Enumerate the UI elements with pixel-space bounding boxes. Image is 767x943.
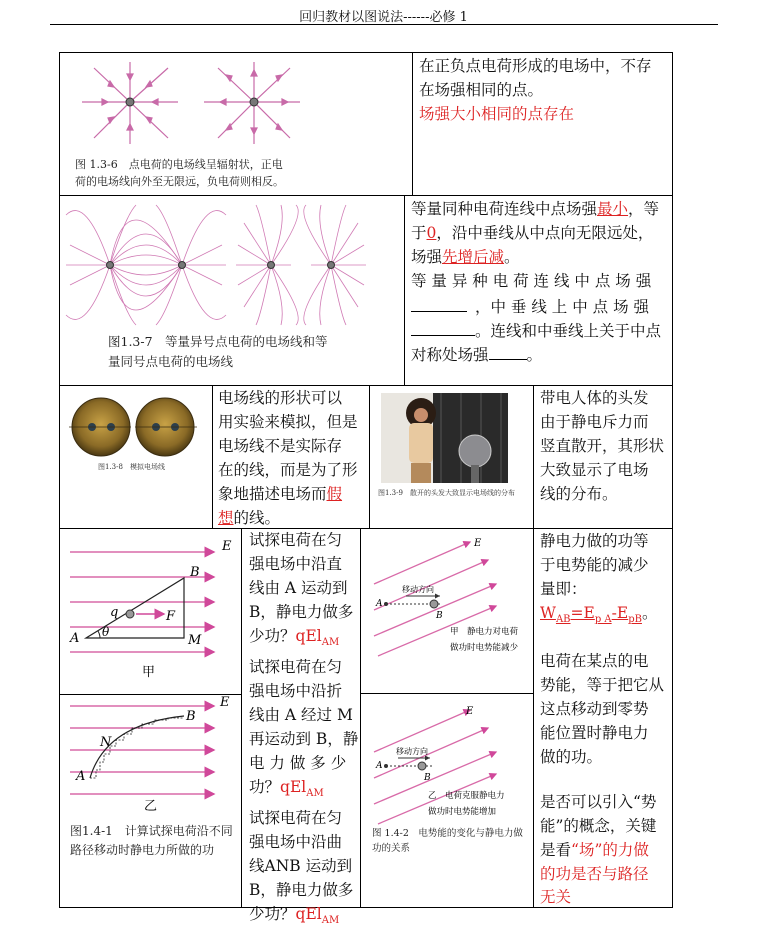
mid-l13: 强电场中沿曲: [249, 833, 343, 852]
mid-l3: 线由 A 运动到: [249, 579, 348, 597]
r4-formula: [540, 601, 657, 632]
formula-p2: pB: [628, 614, 642, 626]
figC-label-dir: 移动方向: [402, 585, 434, 594]
row1-statement-line2: 在场强相同的点。: [419, 81, 544, 99]
mid-l9: 再运动到 B，静: [249, 730, 359, 749]
row2-line7: [411, 341, 542, 367]
row3-right-line1: 带电人体的头发: [540, 389, 649, 407]
answer-broken-sub: AM: [306, 788, 324, 800]
row4-mid-text: [249, 528, 359, 933]
row2-line2-pre: 于: [411, 224, 427, 242]
row2-line7-post: 。: [526, 346, 543, 364]
row2-line4: 等 量 异 种 电 荷 连 线 中 点 场 强: [411, 272, 652, 290]
r4-right-l8: 做的功。: [540, 748, 603, 766]
row2-line3-post: 。: [504, 248, 520, 266]
figA-label-M: M: [188, 633, 202, 648]
mid-l11: [249, 775, 359, 806]
mid-l12: 试探电荷在匀: [249, 809, 343, 828]
mid-l7: 强电场中沿折: [249, 682, 343, 701]
figB-label-A: A: [76, 769, 86, 784]
formula-p1: p A: [594, 614, 612, 626]
figD-label-dir: 移动方向: [396, 747, 428, 756]
mid-l14: 线ANB 运动到: [249, 857, 353, 876]
figC-label-B: B: [436, 611, 443, 621]
formula-minus: -E: [611, 604, 629, 622]
row3-answer-a: 假: [326, 485, 343, 503]
r4-right-l1: 静电力做的功等: [540, 532, 649, 550]
formula-W: W: [540, 604, 556, 622]
r4-right-l10: 能”的概念，关键: [540, 817, 657, 835]
answer-curve-sub: AM: [321, 915, 340, 927]
answer-curve: [295, 905, 340, 927]
row2-blank-1[interactable]: [411, 293, 467, 312]
mid-l4: B，静电力做多: [249, 603, 354, 621]
answer-broken-q: qEl: [280, 778, 307, 797]
row4-left-caption-line1: 图1.4-1 计算试探电荷沿不同: [70, 824, 233, 838]
row2-answer-min: 最小: [597, 200, 629, 218]
row2-line3: [411, 245, 520, 269]
mid-l10: 电 力 做 多 少: [249, 754, 347, 773]
figA-label-A: A: [70, 631, 80, 646]
row3-photo2-caption: 图1.3-9 散开的头发大致显示电场线的分布: [378, 489, 515, 497]
equal-charges-field-lines-figure: [66, 205, 366, 325]
figA-label-theta: θ: [102, 625, 110, 639]
row1-caption-line1: 图 1.3-6 点电荷的电场线呈辐射状，正电: [75, 158, 283, 171]
straight-path-work-figure: [66, 540, 236, 685]
row2-line2-post: ，沿中垂线从中点向无限远处，: [436, 224, 654, 242]
potential-energy-decrease-figure: [370, 532, 532, 690]
r4-right-l11: [540, 838, 649, 862]
row2-line3-pre: 场强: [411, 248, 443, 266]
answer-straight: [295, 627, 340, 649]
row4-figD-caption-line2: 功的关系: [372, 843, 411, 854]
row3-right-line2: 由于静电斥力而: [540, 413, 649, 431]
row2-line6: [411, 317, 661, 343]
r4-right-l5: 势能，等于把它从: [540, 676, 665, 694]
row2-answer-trend: 先增后减: [442, 248, 505, 266]
figD-label-B: B: [424, 773, 431, 783]
row3-mid-line6: [218, 506, 280, 530]
row3-mid-line6-post: 的线。: [233, 509, 281, 527]
row2-caption-line2: 量同号点电荷的电场线: [108, 354, 234, 369]
figB-label-name: 乙: [144, 799, 158, 814]
row3-right-line4: 大致显示了电场: [540, 461, 649, 479]
figD-label-A: A: [376, 761, 383, 771]
figB-label-B: B: [186, 709, 196, 724]
r4-right-l2: 于电势能的减少: [540, 556, 649, 574]
mid-l1: 试探电荷在匀: [249, 531, 343, 549]
r4-right-l11-red: “场”的力做: [571, 841, 649, 859]
row3-mid-line3: 电场线不是实际存: [218, 437, 343, 455]
row1-answer: 场强大小相同的点存在: [419, 105, 575, 123]
figC-label-A: A: [376, 599, 383, 609]
mid-l15: B，静电力做多: [249, 881, 354, 900]
page-header: 回归教材以图说法------必修 1: [299, 10, 468, 25]
row4-figD-caption-line1: 图 1.4-2 电势能的变化与静电力做: [372, 828, 523, 839]
formula-tail: 。: [641, 604, 658, 622]
row3-mid-line4: 在的线，而是为了形: [218, 461, 358, 479]
answer-straight-q: qEl: [295, 627, 322, 645]
row3-photo-caption: 图1.3-8 模拟电场线: [98, 463, 165, 471]
row2-line6-post: 。连线和中垂线上关于中点: [475, 322, 662, 340]
r4-right-l13: 无关: [540, 888, 572, 906]
r4-right-l11-pre: 是看: [540, 841, 572, 859]
row1-caption-line2: 荷的电场线向外至无限远，负电荷则相反。: [75, 175, 284, 188]
formula-eq: =E: [570, 604, 595, 622]
row3-right-line3: 竖直散开，其形状: [540, 437, 665, 455]
mid-l16-q: 少功？: [249, 905, 296, 924]
mid-l11-q: 功？: [249, 778, 281, 797]
figA-label-name: 甲: [142, 665, 156, 680]
mid-l5: [249, 624, 359, 655]
mid-l5-q: 少功？: [249, 627, 296, 645]
figC-caption-line1: 甲 静电力对电荷: [450, 627, 519, 637]
figD-caption-line1: 乙 电荷克服静电力: [428, 791, 505, 801]
figB-label-N: N: [100, 735, 112, 750]
row2-line1-post: ，等: [628, 200, 660, 218]
r4-right-l12: 的功是否与路径: [540, 865, 649, 883]
row3-answer-b: 想: [218, 509, 234, 527]
row2-line1: [411, 197, 659, 221]
figD-label-E: E: [466, 706, 474, 717]
figB-label-E: E: [220, 695, 230, 710]
row3-mid-line1: 电场线的形状可以: [218, 389, 343, 407]
mid-l8: 线由 A 经过 M: [249, 706, 353, 725]
hair-static-photo: [381, 393, 508, 483]
mid-l6: 试探电荷在匀: [249, 658, 343, 677]
row3-mid-line5: [218, 482, 342, 506]
figD-caption-line2: 做功时电势能增加: [428, 807, 497, 817]
row1-statement-line1: 在正负点电荷形成的电场中，不存: [419, 57, 652, 75]
row3-right-line5: 线的分布。: [540, 485, 618, 503]
row2-line5: [411, 293, 649, 319]
simulated-field-lines-photo: [69, 396, 197, 458]
r4-right-l7: 能位置时静电力: [540, 724, 649, 742]
row4-left-caption-line2: 路径移动时静电力所做的功: [70, 843, 215, 857]
row2-line1-pre: 等量同种电荷连线中点场强: [411, 200, 598, 218]
r4-right-l4: 电荷在某点的电: [540, 652, 649, 670]
row2-line7-pre: 对称处场强: [411, 346, 489, 364]
formula-W-sub: AB: [555, 614, 571, 626]
row3-mid-line5-pre: 象地描述电场而: [218, 485, 327, 503]
r4-right-l3: 量即：: [540, 580, 587, 598]
mid-l16: [249, 902, 359, 933]
figC-caption-line2: 做功时电势能减少: [450, 643, 519, 653]
figA-label-E: E: [222, 539, 232, 554]
row3-mid-line2: 用实验来模拟，但是: [218, 413, 358, 431]
header-rule: [50, 24, 718, 25]
answer-broken: [280, 778, 324, 800]
row2-caption-line1: 图1.3-7 等量异号点电荷的电场线和等: [108, 334, 328, 349]
figC-label-E: E: [474, 538, 482, 549]
figA-label-B: B: [190, 565, 200, 580]
figA-label-F: F: [166, 609, 176, 624]
r4-right-l6: 这点移动到零势: [540, 700, 649, 718]
row2-line5-post: ，中 垂 线 上 中 点 场 强: [475, 298, 649, 316]
answer-curve-q: qEl: [295, 905, 322, 924]
mid-l2: 强电场中沿直: [249, 555, 343, 573]
r4-right-l9: 是否可以引入“势: [540, 793, 657, 811]
row2-line2: [411, 221, 653, 245]
row2-blank-3[interactable]: [489, 341, 527, 360]
row2-blank-2[interactable]: [411, 317, 475, 336]
curved-path-work-figure: [66, 696, 236, 816]
point-charge-field-lines-figure: [70, 60, 300, 150]
figA-label-q: q: [110, 605, 119, 620]
answer-straight-sub: AM: [321, 637, 340, 649]
row2-answer-zero: 0: [426, 224, 437, 242]
